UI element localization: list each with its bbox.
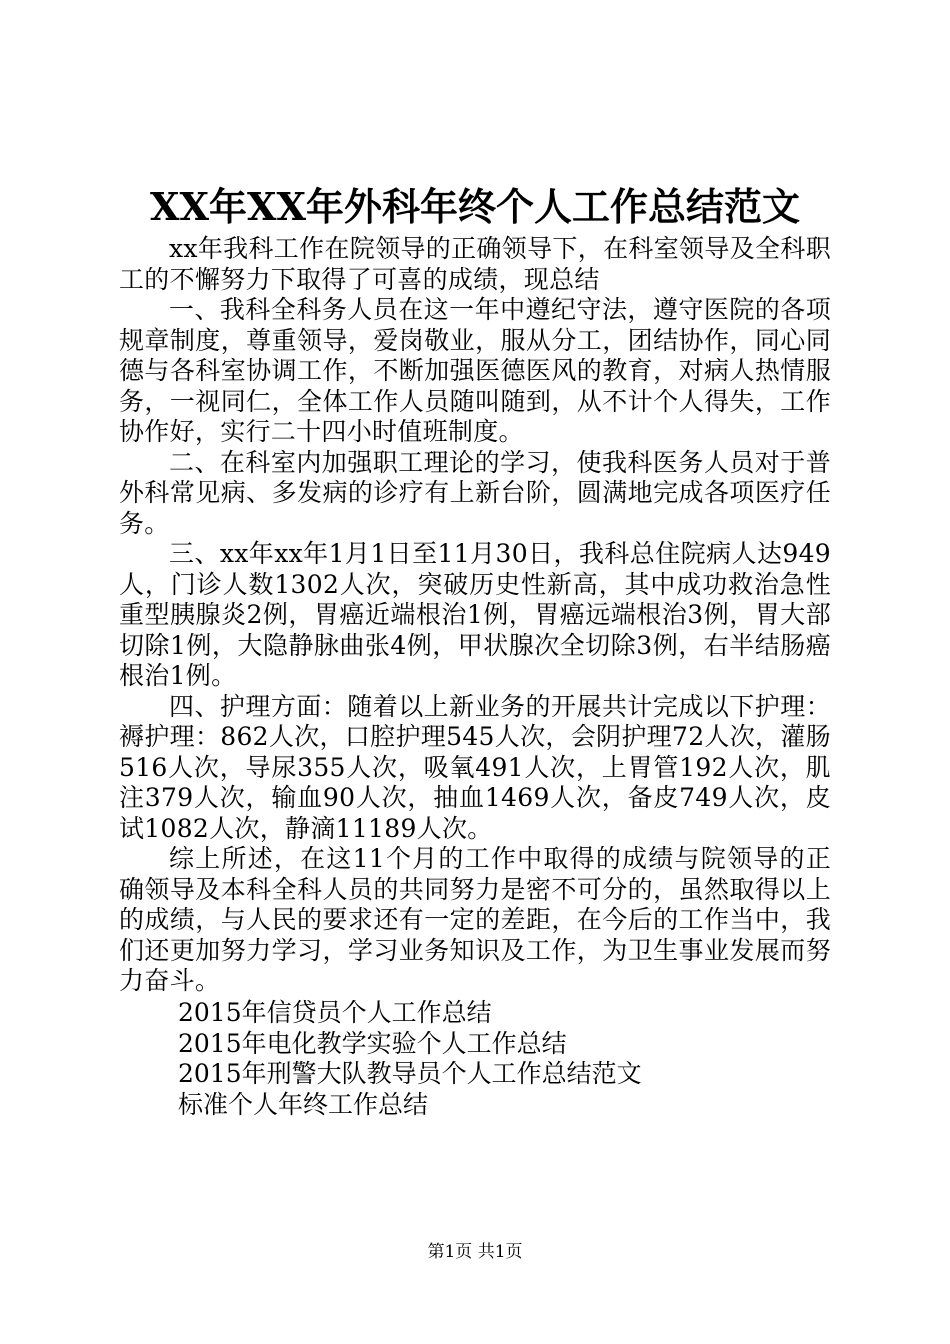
paragraph-section-2: 二、在科室内加强职工理论的学习，使我科医务人员对于普外科常见病、多发病的诊疗有上新台阶，圆满地完成各项医疗任务。 bbox=[119, 447, 831, 538]
paragraph-section-1: 一、我科全科务人员在这一年中遵纪守法，遵守医院的各项规章制度，尊重领导，爱岗敬业，服从分工，团结协作，同心同德与各科室协调工作，不断加强医德医风的教育，对病人热情服务，一视同仁，全体工作人员随叫随到，从不计个人得失，工作协作好，实行二十四小时值班制度。 bbox=[119, 295, 831, 446]
paragraph-summary: 综上所述，在这11个月的工作中取得的成绩与院领导的正确领导及本科全科人员的共同努力是密不可分的，虽然取得以上的成绩，与人民的要求还有一定的差距，在今后的工作当中，我们还更加努力学习，学习业务知识及工作，为卫生事业发展而努力奋斗。 bbox=[119, 844, 831, 995]
page-footer: 第1页 共1页 bbox=[427, 1242, 523, 1262]
related-links-list bbox=[178, 998, 818, 1120]
document-title: XX年XX年外科年终个人工作总结范文 bbox=[150, 184, 800, 229]
paragraph-section-4: 四、护理方面：随着以上新业务的开展共计完成以下护理：褥护理：862人次，口腔护理545人次，会阴护理72人次，灌肠516人次，导尿355人次，吸氧491人次，上胃管192人次，肌注379人次，输血90人次，抽血1469人次，备皮749人次，皮试1082人次，静滴11189人次。 bbox=[119, 691, 831, 843]
paragraph-intro: xx年我科工作在院领导的正确领导下，在科室领导及全科职工的不懈努力下取得了可喜的成绩，现总结 bbox=[119, 234, 831, 294]
related-link[interactable]: 标准个人年终工作总结 bbox=[178, 1089, 429, 1119]
related-link[interactable]: 2015年信贷员个人工作总结 bbox=[178, 998, 492, 1027]
document-body bbox=[119, 234, 831, 997]
paragraph-section-3: 三、xx年xx年1月1日至11月30日，我科总住院病人达949人，门诊人数1302人次，突破历史性新高，其中成功救治急性重型胰腺炎2例，胃癌近端根治1例，胃癌远端根治3例，胃大部切除1例，大隐静脉曲张4例，甲状腺次全切除3例，右半结肠癌根治1例。 bbox=[119, 539, 831, 690]
related-link[interactable]: 2015年电化教学实验个人工作总结 bbox=[178, 1028, 567, 1058]
related-link[interactable]: 2015年刑警大队教导员个人工作总结范文 bbox=[178, 1059, 642, 1088]
